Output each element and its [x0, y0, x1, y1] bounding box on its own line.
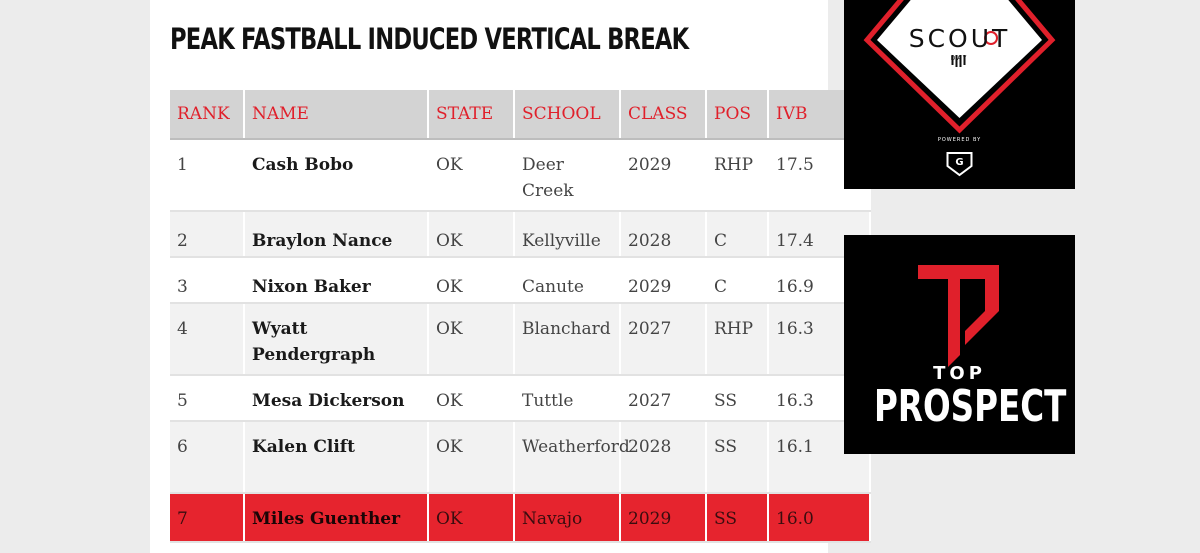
cell-rank: 1 — [170, 139, 244, 211]
cell-school: Weatherford — [514, 421, 620, 493]
page-title: PEAK FASTBALL INDUCED VERTICAL BREAK — [170, 22, 689, 56]
cell-class: 2029 — [620, 257, 706, 303]
cell-state: OK — [428, 421, 514, 493]
cell-school: Deer Creek — [514, 139, 620, 211]
cell-rank: 6 — [170, 421, 244, 493]
table-row — [170, 257, 870, 303]
cell-ivb: 17.4 — [768, 211, 870, 257]
cell-class: 2029 — [620, 493, 706, 542]
cell-name: Kalen Clift — [244, 421, 428, 493]
column-header-class[interactable]: CLASS — [620, 90, 706, 139]
svg-text:G: G — [955, 157, 964, 168]
cell-state: OK — [428, 303, 514, 375]
column-header-rank[interactable]: RANK — [170, 90, 244, 139]
cell-school: Tuttle — [514, 375, 620, 421]
table-row — [170, 303, 870, 375]
table-header-row — [170, 90, 870, 139]
cell-class: 2027 — [620, 303, 706, 375]
cell-name: Braylon Nance — [244, 211, 428, 257]
cell-school: Canute — [514, 257, 620, 303]
cell-ivb: 16.1 — [768, 421, 870, 493]
cell-rank: 5 — [170, 375, 244, 421]
cell-name: Wyatt Pendergraph — [244, 303, 428, 375]
cell-ivb: 16.0 — [768, 493, 870, 542]
cell-school: Kellyville — [514, 211, 620, 257]
cell-class: 2028 — [620, 211, 706, 257]
column-header-state[interactable]: STATE — [428, 90, 514, 139]
column-header-school[interactable]: SCHOOL — [514, 90, 620, 139]
cell-pos: C — [706, 257, 768, 303]
table-row — [170, 211, 870, 257]
scout-day-wordmark: SCOUT — [908, 24, 1011, 53]
cell-ivb: 16.3 — [768, 375, 870, 421]
top-prospect-line1: TOP — [933, 363, 986, 384]
cell-state: OK — [428, 139, 514, 211]
rankings-panel — [150, 0, 828, 553]
cell-name: Mesa Dickerson — [244, 375, 428, 421]
column-header-name[interactable]: NAME — [244, 90, 428, 139]
cell-state: OK — [428, 211, 514, 257]
cell-pos: SS — [706, 375, 768, 421]
cell-state: OK — [428, 257, 514, 303]
column-header-pos[interactable]: POS — [706, 90, 768, 139]
cell-ivb: 16.3 — [768, 303, 870, 375]
cell-rank: 7 — [170, 493, 244, 542]
cell-rank: 2 — [170, 211, 244, 257]
cell-name: Cash Bobo — [244, 139, 428, 211]
cell-pos: C — [706, 211, 768, 257]
cell-school: Navajo — [514, 493, 620, 542]
table-row — [170, 375, 870, 421]
cell-pos: SS — [706, 421, 768, 493]
column-header-ivb[interactable]: IVB — [768, 90, 870, 139]
cell-ivb: 16.9 — [768, 257, 870, 303]
cell-state: OK — [428, 493, 514, 542]
cell-ivb: 17.5 — [768, 139, 870, 211]
cell-pos: RHP — [706, 303, 768, 375]
cell-school: Blanchard — [514, 303, 620, 375]
top-prospect-line2: PROSPECT — [874, 381, 1067, 432]
cell-class: 2027 — [620, 375, 706, 421]
rankings-table — [170, 90, 871, 543]
cell-pos: RHP — [706, 139, 768, 211]
cell-rank: 4 — [170, 303, 244, 375]
cell-class: 2028 — [620, 421, 706, 493]
scout-day-subtitle: DAY — [950, 55, 969, 62]
rankings-table-scroll[interactable] — [170, 90, 814, 553]
scout-day-ad[interactable] — [844, 0, 1075, 189]
table-row — [170, 139, 870, 211]
cell-state: OK — [428, 375, 514, 421]
cell-class: 2029 — [620, 139, 706, 211]
cell-rank: 3 — [170, 257, 244, 303]
table-row-highlighted — [170, 493, 870, 542]
powered-by-label: POWERED BY — [937, 137, 982, 143]
cell-name: Miles Guenther — [244, 493, 428, 542]
top-prospect-ad[interactable] — [844, 235, 1075, 454]
cell-name: Nixon Baker — [244, 257, 428, 303]
cell-pos: SS — [706, 493, 768, 542]
table-row — [170, 421, 870, 493]
